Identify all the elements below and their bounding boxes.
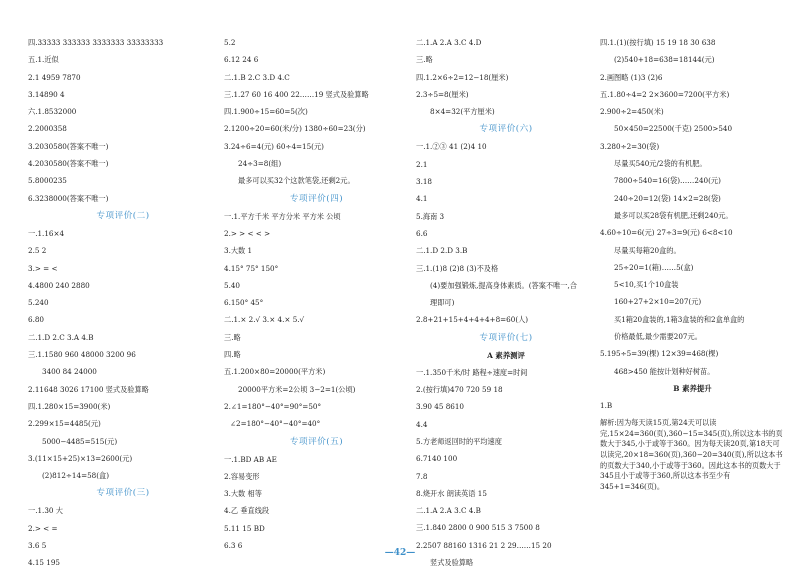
answer-line: 一.1.②③ 41 (2)4 10 [416,142,487,152]
answer-line: 最多可以买32个这款笔袋,还剩2元。 [238,176,355,186]
answer-line: 3.90 45 8610 [416,402,465,412]
answer-line: 2.299×15=4485(元) [28,419,101,429]
answer-line: 3.280÷2=30(袋) [600,141,660,151]
answer-line: 7.8 [416,471,428,481]
answer-line: 尽量买每箱20盒的。 [614,245,681,255]
answer-line: 4.乙 垂直线段 [224,506,270,516]
answer-line: 2.画图略 (1)3 (2)6 [600,72,663,82]
subsection-heading: B 素养提升 [673,383,712,393]
answer-line: 2.11648 3026 17100 竖式及验算略 [28,384,149,394]
answer-line: 7800÷540=16(袋)……240(元) [614,176,721,186]
answer-line: 一.1.平方千米 平方分米 平方米 公顷 [224,211,341,221]
answer-line: 尽量买540元/2袋的有机肥。 [614,159,707,169]
answer-line: 20000平方米=2公顷 3−2=1(公顷) [238,384,356,394]
answer-line: 2.> < = [28,523,58,533]
answer-line: 4.15° 75° 150° [224,263,279,273]
answer-line: 一.1.350千米/时 路程÷速度=时间 [416,367,528,377]
answer-line: 25÷20=1(箱)……5(盒) [614,262,694,272]
answer-line: (4)要加强锻炼,提高身体素质。(答案不唯一,合 [430,280,577,290]
answer-line: 5.40 [224,280,241,290]
answer-line: 5.195÷5=39(棵) 12×39=468(棵) [600,349,719,359]
subsection-heading: A 素养测评 [487,350,525,360]
answer-line: 5.2 [224,38,236,47]
section-heading: 专项评价(六) [479,124,533,135]
answer-line: 2.2000358 [28,124,67,134]
answer-line: 6.150° 45° [224,298,264,308]
answer-line: 3.6 5 [28,541,47,551]
answer-line: 2.3÷5=8(厘米) [416,89,469,99]
answer-line: 五.1.80÷4=2 2×3600=7200(平方米) [600,89,730,99]
answer-line: 2.1 4959 7870 [28,72,81,82]
section-heading: 专项评价(二) [96,210,150,221]
column-3 [416,38,596,571]
answer-line: 四.1.(1)(按行填) 15 19 18 30 638 [600,38,716,47]
column-2 [224,38,409,558]
answer-line: 24÷3=8(组) [238,159,282,169]
answer-line: 240÷20=12(袋) 14×2=28(袋) [614,193,721,203]
answer-line: 二.1.× 2.√ 3.× 4.× 5.√ [224,315,305,325]
answer-line: 三.略 [416,55,433,65]
answer-line: 5000−4485=515(元) [42,436,118,446]
answer-line: 二.1.A 2.A 3.C 4.D [416,38,482,47]
answer-line: 5.8000235 [28,176,67,186]
answer-line: 3.(11×15+25)×13=2600(元) [28,453,133,463]
answer-line: 5.方老师返回时的平均速度 [416,436,502,446]
answer-line: 4.1 [416,194,428,204]
answer-line: 8.烧开水 朗读英语 15 [416,488,487,498]
answer-line: 理即可) [430,298,455,308]
answer-line: 四.1.280×15=3900(米) [28,401,111,411]
answer-line: (2)540+18=638=18144(元) [614,55,715,65]
answer-line: 四.1.2×6÷2=12−18(厘米) [416,72,509,82]
answer-line: (2)812÷14=58(盒) [42,471,110,481]
answer-line: 2.1200÷20=60(米/分) 1380÷60=23(分) [224,124,366,134]
answer-line: 二.1.D 2.C 3.A 4.B [28,332,94,342]
answer-line: 5.240 [28,298,49,308]
answer-line: 一.1.30 大 [28,506,63,516]
section-heading: 专项评价(四) [289,193,344,204]
answer-line: 最多可以买28袋有机肥,还剩240元。 [614,210,733,220]
answer-line: 8×4=32(平方厘米) [430,107,495,117]
answer-line: 2.容易变形 [224,471,260,481]
answer-line: ∠2=180°−40°−40°=40° [230,419,321,429]
answer-line: 五.1.近似 [28,55,59,65]
answer-line: 2.2507 88160 1316 21 2 29……15 20 [416,540,552,550]
answer-line: 四.33333 333333 3333333 33333333 [28,38,164,47]
answer-line: 3.> = < [28,263,58,273]
answer-line: 6.7140 100 [416,454,458,464]
answer-line: 468>450 能按计划种好树苗。 [614,366,715,376]
answer-line: 六.1.8532000 [28,107,77,117]
answer-line: 二.1.A 2.A 3.C 4.B [416,506,481,516]
answer-line: 6.3238000(答案不唯一) [28,193,109,203]
answer-line: 五.1.200×80=20000(平方米) [224,367,326,377]
answer-line: 3.24÷6=4(元) 60÷4=15(元) [224,141,324,151]
answer-line: 2.5 2 [28,246,47,256]
answer-line: 2.(按行填)470 720 59 18 [416,385,503,395]
answer-line: 4.4 [416,419,428,429]
answer-line: 6.3 6 [224,541,243,551]
answer-line: 二.1.D 2.D 3.B [416,246,468,256]
answer-line: 3400 84 24000 [42,367,97,377]
answer-line: 50×450=22500(千克) 2500>540 [614,124,733,134]
answer-line: 3.大数 1 [224,246,253,256]
answer-line: 6.80 [28,315,45,325]
answer-line: 四.略 [224,350,241,360]
page-number: —42— [384,548,416,558]
answer-line: 2.∠1=180°−40°=90°=50° [224,401,322,411]
answer-line: 2.8+21+15+4+4+4+8=60(人) [416,315,529,325]
answer-line: 二.1.B 2.C 3.D 4.C [224,72,290,82]
answer-line: 4.60÷10=6(元) 27÷3=9(元) 6<8<10 [600,228,733,238]
answer-line: 6.12 24 6 [224,55,259,65]
answer-line: 三.略 [224,332,241,342]
answer-line: 价格最低,最少需要207元。 [614,332,702,342]
answer-line: 2.1 [416,159,428,169]
answer-line: 3.大数 相等 [224,489,262,499]
answer-line: 2.> > < < > [224,228,271,238]
explanation-paragraph: 解析:因为每天读15页,第24天可以读完,15×24=360(页),360−15=345(页),所以这本书的页数大于345,小于或等于360。因为每天读20页,第18天可以读完,20×18=360(页),360−20=340(页),所以这本书的页数大于340,小于或等于360。因此这本书的页数大于345且小于或等于360,所以这本书至少有345+1=346(页)。 [600,418,783,491]
answer-line: 2.900÷2=450(米) [600,107,664,117]
answer-line: 三.1.27 60 16 400 22……19 竖式及验算略 [224,89,369,99]
answer-line: 买1箱20盒装的,1箱3盒装的和2盒单盒的 [614,314,745,324]
answer-line: 5.海南 3 [416,211,445,221]
answer-line: 三.1.1580 960 48000 3200 96 [28,350,136,360]
answer-line: 四.1.900÷15=60=5(次) [224,107,308,117]
answer-line: 一.1.BD AB AE [224,454,277,464]
answer-line: 5<10,买1个10盒装 [614,280,679,290]
section-heading: 专项评价(七) [479,332,533,343]
answer-line: 3.18 [416,177,433,187]
answer-line: 160+27+2×10=207(元) [614,297,702,307]
column-1 [28,38,218,571]
answer-line: 三.1.(1)8 (2)8 (3)不及格 [416,263,499,273]
answer-line: 3.14890 4 [28,89,65,99]
answer-line: 3.2030580(答案不唯一) [28,141,109,151]
answer-line: 4.4800 240 2880 [28,280,90,290]
answer-line: 6.6 [416,228,428,238]
answer-line: 5.11 15 BD [224,523,265,533]
answer-line: 三.1.840 2800 0 900 515 3 7500 8 [416,523,540,533]
column-4 [600,38,785,492]
answer-line: 竖式及验算略 [430,558,474,568]
answer-line: 4.15 195 [28,558,61,568]
answer-line: 1.B [600,400,613,410]
section-heading: 专项评价(五) [289,436,344,447]
section-heading: 专项评价(三) [96,488,150,499]
answer-line: 一.1.16×4 [28,228,65,238]
answer-line: 4.2030580(答案不唯一) [28,159,109,169]
